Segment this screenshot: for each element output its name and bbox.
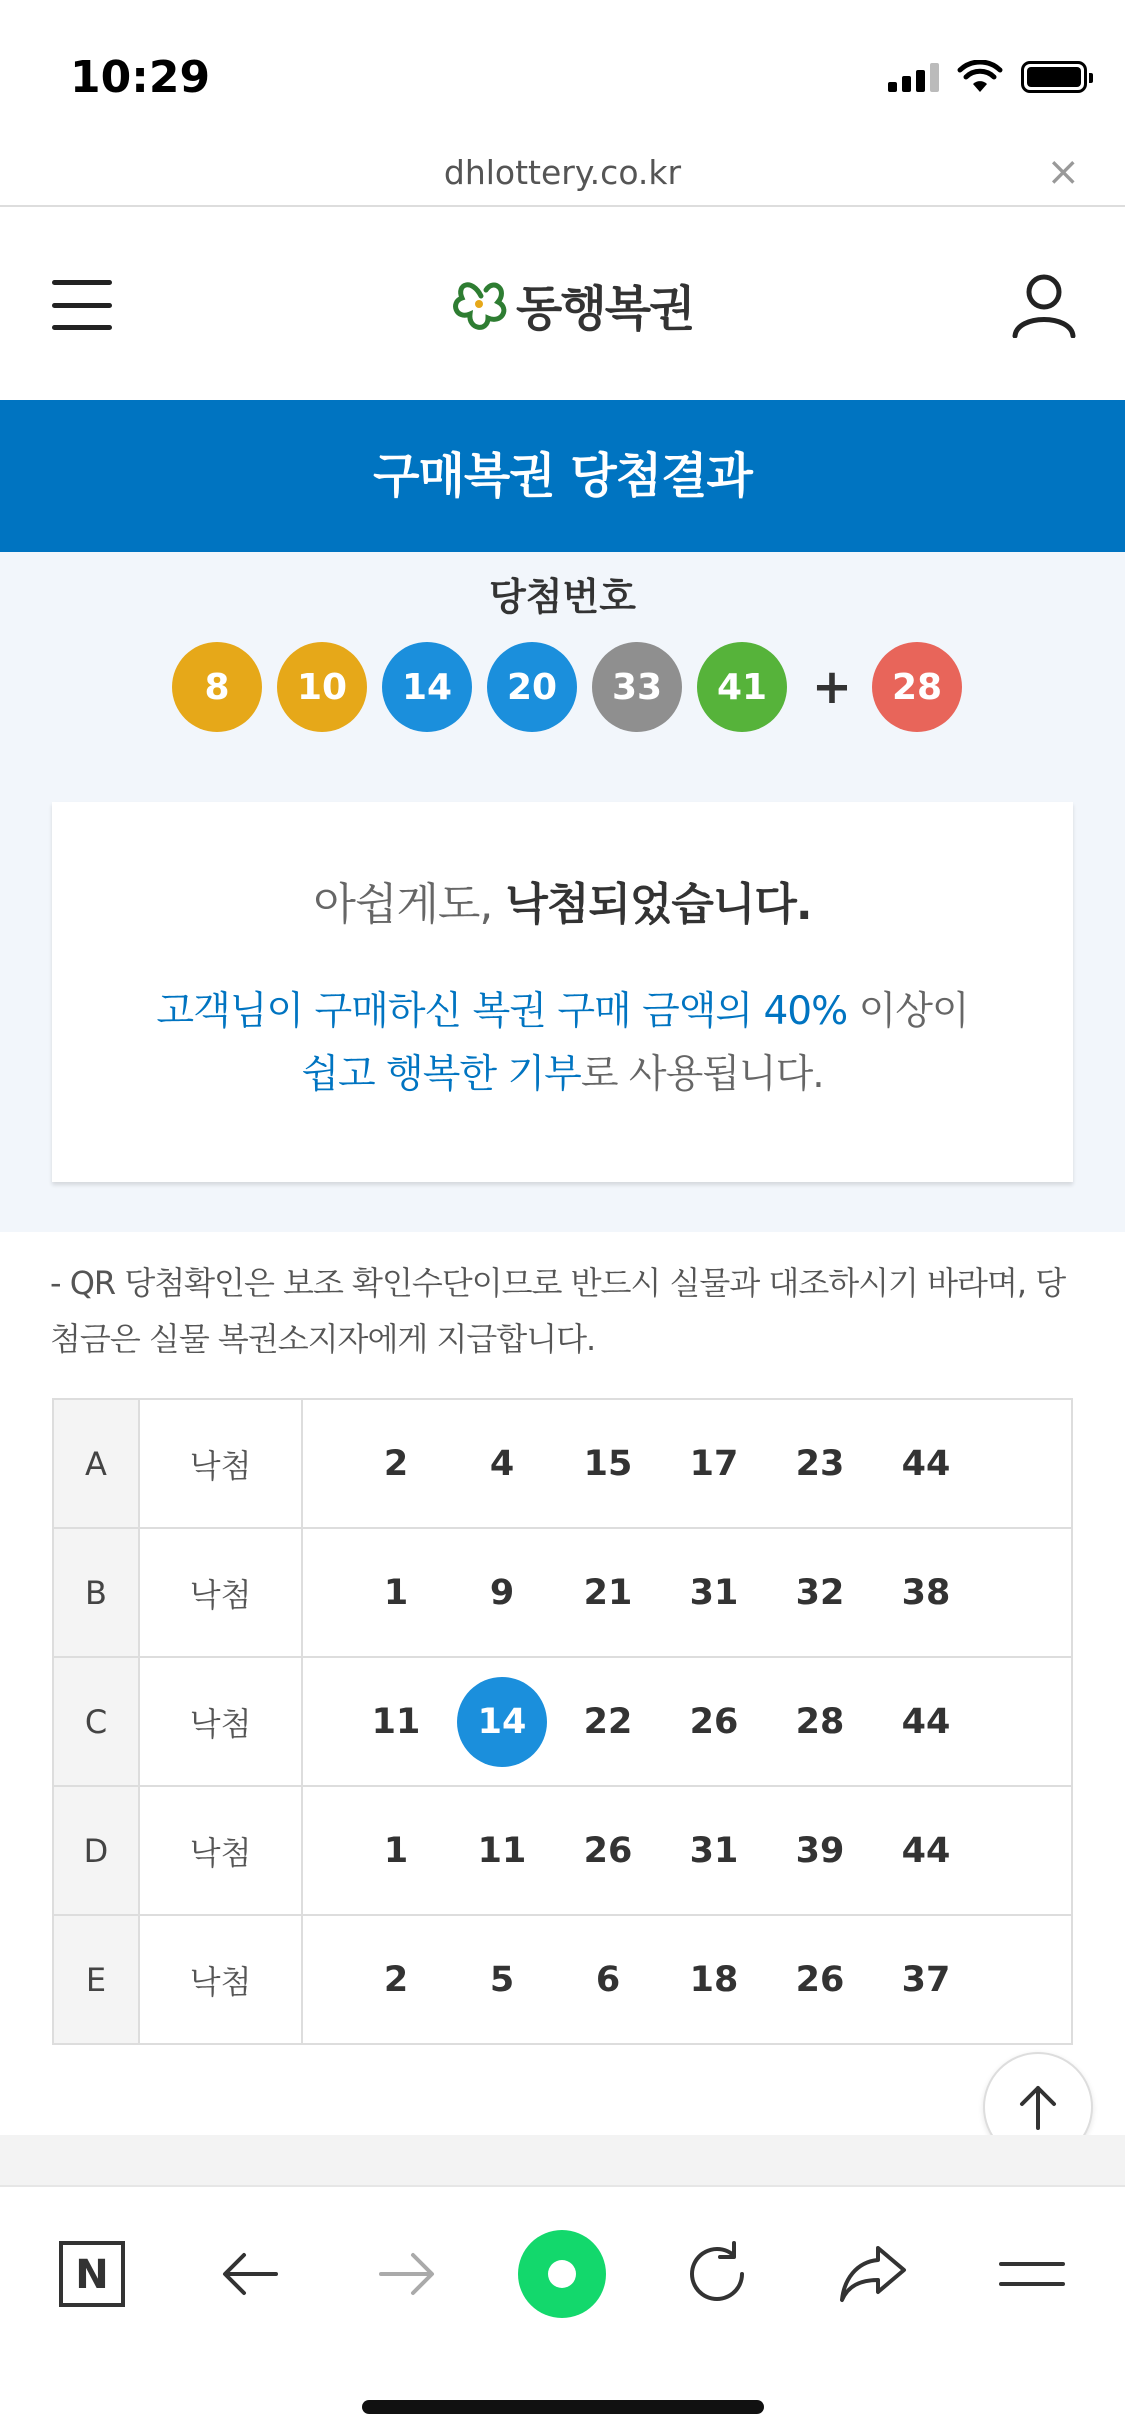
- battery-icon: [1021, 61, 1087, 93]
- ticket-number: 2: [383, 1959, 409, 2000]
- ticket-row: [53, 1399, 1072, 1528]
- menu-icon[interactable]: [987, 2229, 1077, 2319]
- page-title: 구매복권 당첨결과: [373, 448, 752, 504]
- result-card: [52, 802, 1073, 1182]
- ticket-number: 15: [583, 1443, 633, 1484]
- donation-gray-1: 이상이: [847, 989, 969, 1034]
- ticket-number: 31: [689, 1572, 739, 1613]
- ticket-row: [53, 1786, 1072, 1915]
- site-header: [0, 210, 1125, 400]
- ticket-number: 1: [383, 1572, 409, 1613]
- winning-section: [0, 552, 1125, 1232]
- ticket-key: A: [53, 1399, 139, 1528]
- ticket-numbers-cell: [302, 1528, 1072, 1657]
- donation-blue-1: 고객님이 구매하신 복권 구매 금액의 40%: [156, 989, 848, 1034]
- ticket-table: [52, 1398, 1073, 2045]
- ticket-number: 37: [901, 1959, 951, 2000]
- ticket-status: 낙첨: [139, 1786, 302, 1915]
- ticket-number: 21: [583, 1572, 633, 1613]
- plus-sign: +: [811, 659, 853, 715]
- signal-icon: [888, 62, 939, 92]
- share-icon[interactable]: [828, 2229, 918, 2319]
- ticket-number: 23: [795, 1443, 845, 1484]
- close-icon[interactable]: ×: [1046, 149, 1080, 195]
- green-dot-icon[interactable]: [517, 2229, 607, 2319]
- ticket-number: 11: [477, 1830, 527, 1871]
- winning-ball: 10: [277, 642, 367, 732]
- ticket-status: 낙첨: [139, 1399, 302, 1528]
- ticket-status: 낙첨: [139, 1915, 302, 2044]
- bonus-ball: 28: [872, 642, 962, 732]
- ticket-number: 26: [689, 1701, 739, 1742]
- ticket-number: 9: [489, 1572, 515, 1613]
- ticket-number: 2: [383, 1443, 409, 1484]
- ticket-number: 31: [689, 1830, 739, 1871]
- ticket-number: 22: [583, 1701, 633, 1742]
- ticket-row: [53, 1657, 1072, 1786]
- donation-blue-2: 쉽고 행복한 기부: [301, 1052, 581, 1097]
- status-bar: [0, 0, 1125, 145]
- donation-message: [52, 980, 1073, 1106]
- ticket-number: 44: [901, 1443, 951, 1484]
- winning-numbers-label: 당첨번호: [489, 575, 636, 619]
- title-band: [0, 400, 1125, 552]
- result-strong: 낙첨되었습니다.: [505, 879, 812, 930]
- winning-ball: 8: [172, 642, 262, 732]
- ticket-number: 5: [489, 1959, 515, 2000]
- ticket-key: B: [53, 1528, 139, 1657]
- ticket-number: 26: [583, 1830, 633, 1871]
- ticket-numbers-cell: [302, 1657, 1072, 1786]
- page-footer-strip: [0, 2135, 1125, 2185]
- winning-ball: 41: [697, 642, 787, 732]
- ticket-number: 32: [795, 1572, 845, 1613]
- url-domain[interactable]: dhlottery.co.kr: [443, 153, 682, 192]
- ticket-status: 낙첨: [139, 1528, 302, 1657]
- clover-logo-icon: [452, 274, 510, 336]
- naver-icon[interactable]: [47, 2229, 137, 2319]
- site-logo[interactable]: [452, 270, 693, 339]
- ticket-status: 낙첨: [139, 1657, 302, 1786]
- ticket-number: 6: [595, 1959, 621, 2000]
- winning-ball: 33: [592, 642, 682, 732]
- qr-notice: - QR 당첨확인은 보조 확인수단이므로 반드시 실물과 대조하시기 바라며, 당첨금은 실물 복권소지자에게 지급합니다.: [50, 1264, 1066, 1358]
- naver-letter: N: [75, 2252, 109, 2298]
- hamburger-menu-icon[interactable]: [52, 280, 112, 330]
- status-icons: [888, 60, 1087, 94]
- user-icon[interactable]: [1011, 272, 1077, 338]
- ticket-number: 11: [371, 1701, 421, 1742]
- ticket-key: D: [53, 1786, 139, 1915]
- ticket-number: 38: [901, 1572, 951, 1613]
- ticket-number: 4: [489, 1443, 515, 1484]
- ticket-number: 44: [901, 1701, 951, 1742]
- result-message: [52, 868, 1073, 932]
- reload-icon[interactable]: [672, 2229, 762, 2319]
- ticket-key: C: [53, 1657, 139, 1786]
- url-bar[interactable]: [0, 145, 1125, 207]
- home-indicator: [362, 2400, 764, 2414]
- logo-text: 동행복권: [516, 281, 694, 337]
- ticket-number: 17: [689, 1443, 739, 1484]
- ticket-numbers-cell: [302, 1915, 1072, 2044]
- winning-ball: 14: [382, 642, 472, 732]
- ticket-numbers-cell: [302, 1786, 1072, 1915]
- ticket-number: 18: [689, 1959, 739, 2000]
- back-icon[interactable]: [205, 2229, 295, 2319]
- ticket-row: [53, 1915, 1072, 2044]
- result-prefix: 아쉽게도,: [313, 879, 506, 930]
- ticket-number: 28: [795, 1701, 845, 1742]
- ticket-key: E: [53, 1915, 139, 2044]
- wifi-icon: [957, 60, 1003, 94]
- forward-icon[interactable]: [362, 2229, 452, 2319]
- ticket-number: 44: [901, 1830, 951, 1871]
- ticket-number-matched: 14: [457, 1677, 547, 1767]
- ticket-numbers-cell: [302, 1399, 1072, 1528]
- browser-toolbar: [0, 2185, 1125, 2436]
- winning-balls: [172, 642, 977, 732]
- arrow-up-icon: [1014, 2082, 1062, 2132]
- winning-ball: 20: [487, 642, 577, 732]
- donation-gray-2: 로 사용됩니다.: [580, 1052, 824, 1097]
- ticket-number: 1: [383, 1830, 409, 1871]
- ticket-number: 39: [795, 1830, 845, 1871]
- ticket-number: 26: [795, 1959, 845, 2000]
- status-time: 10:29: [70, 52, 211, 103]
- ticket-row: [53, 1528, 1072, 1657]
